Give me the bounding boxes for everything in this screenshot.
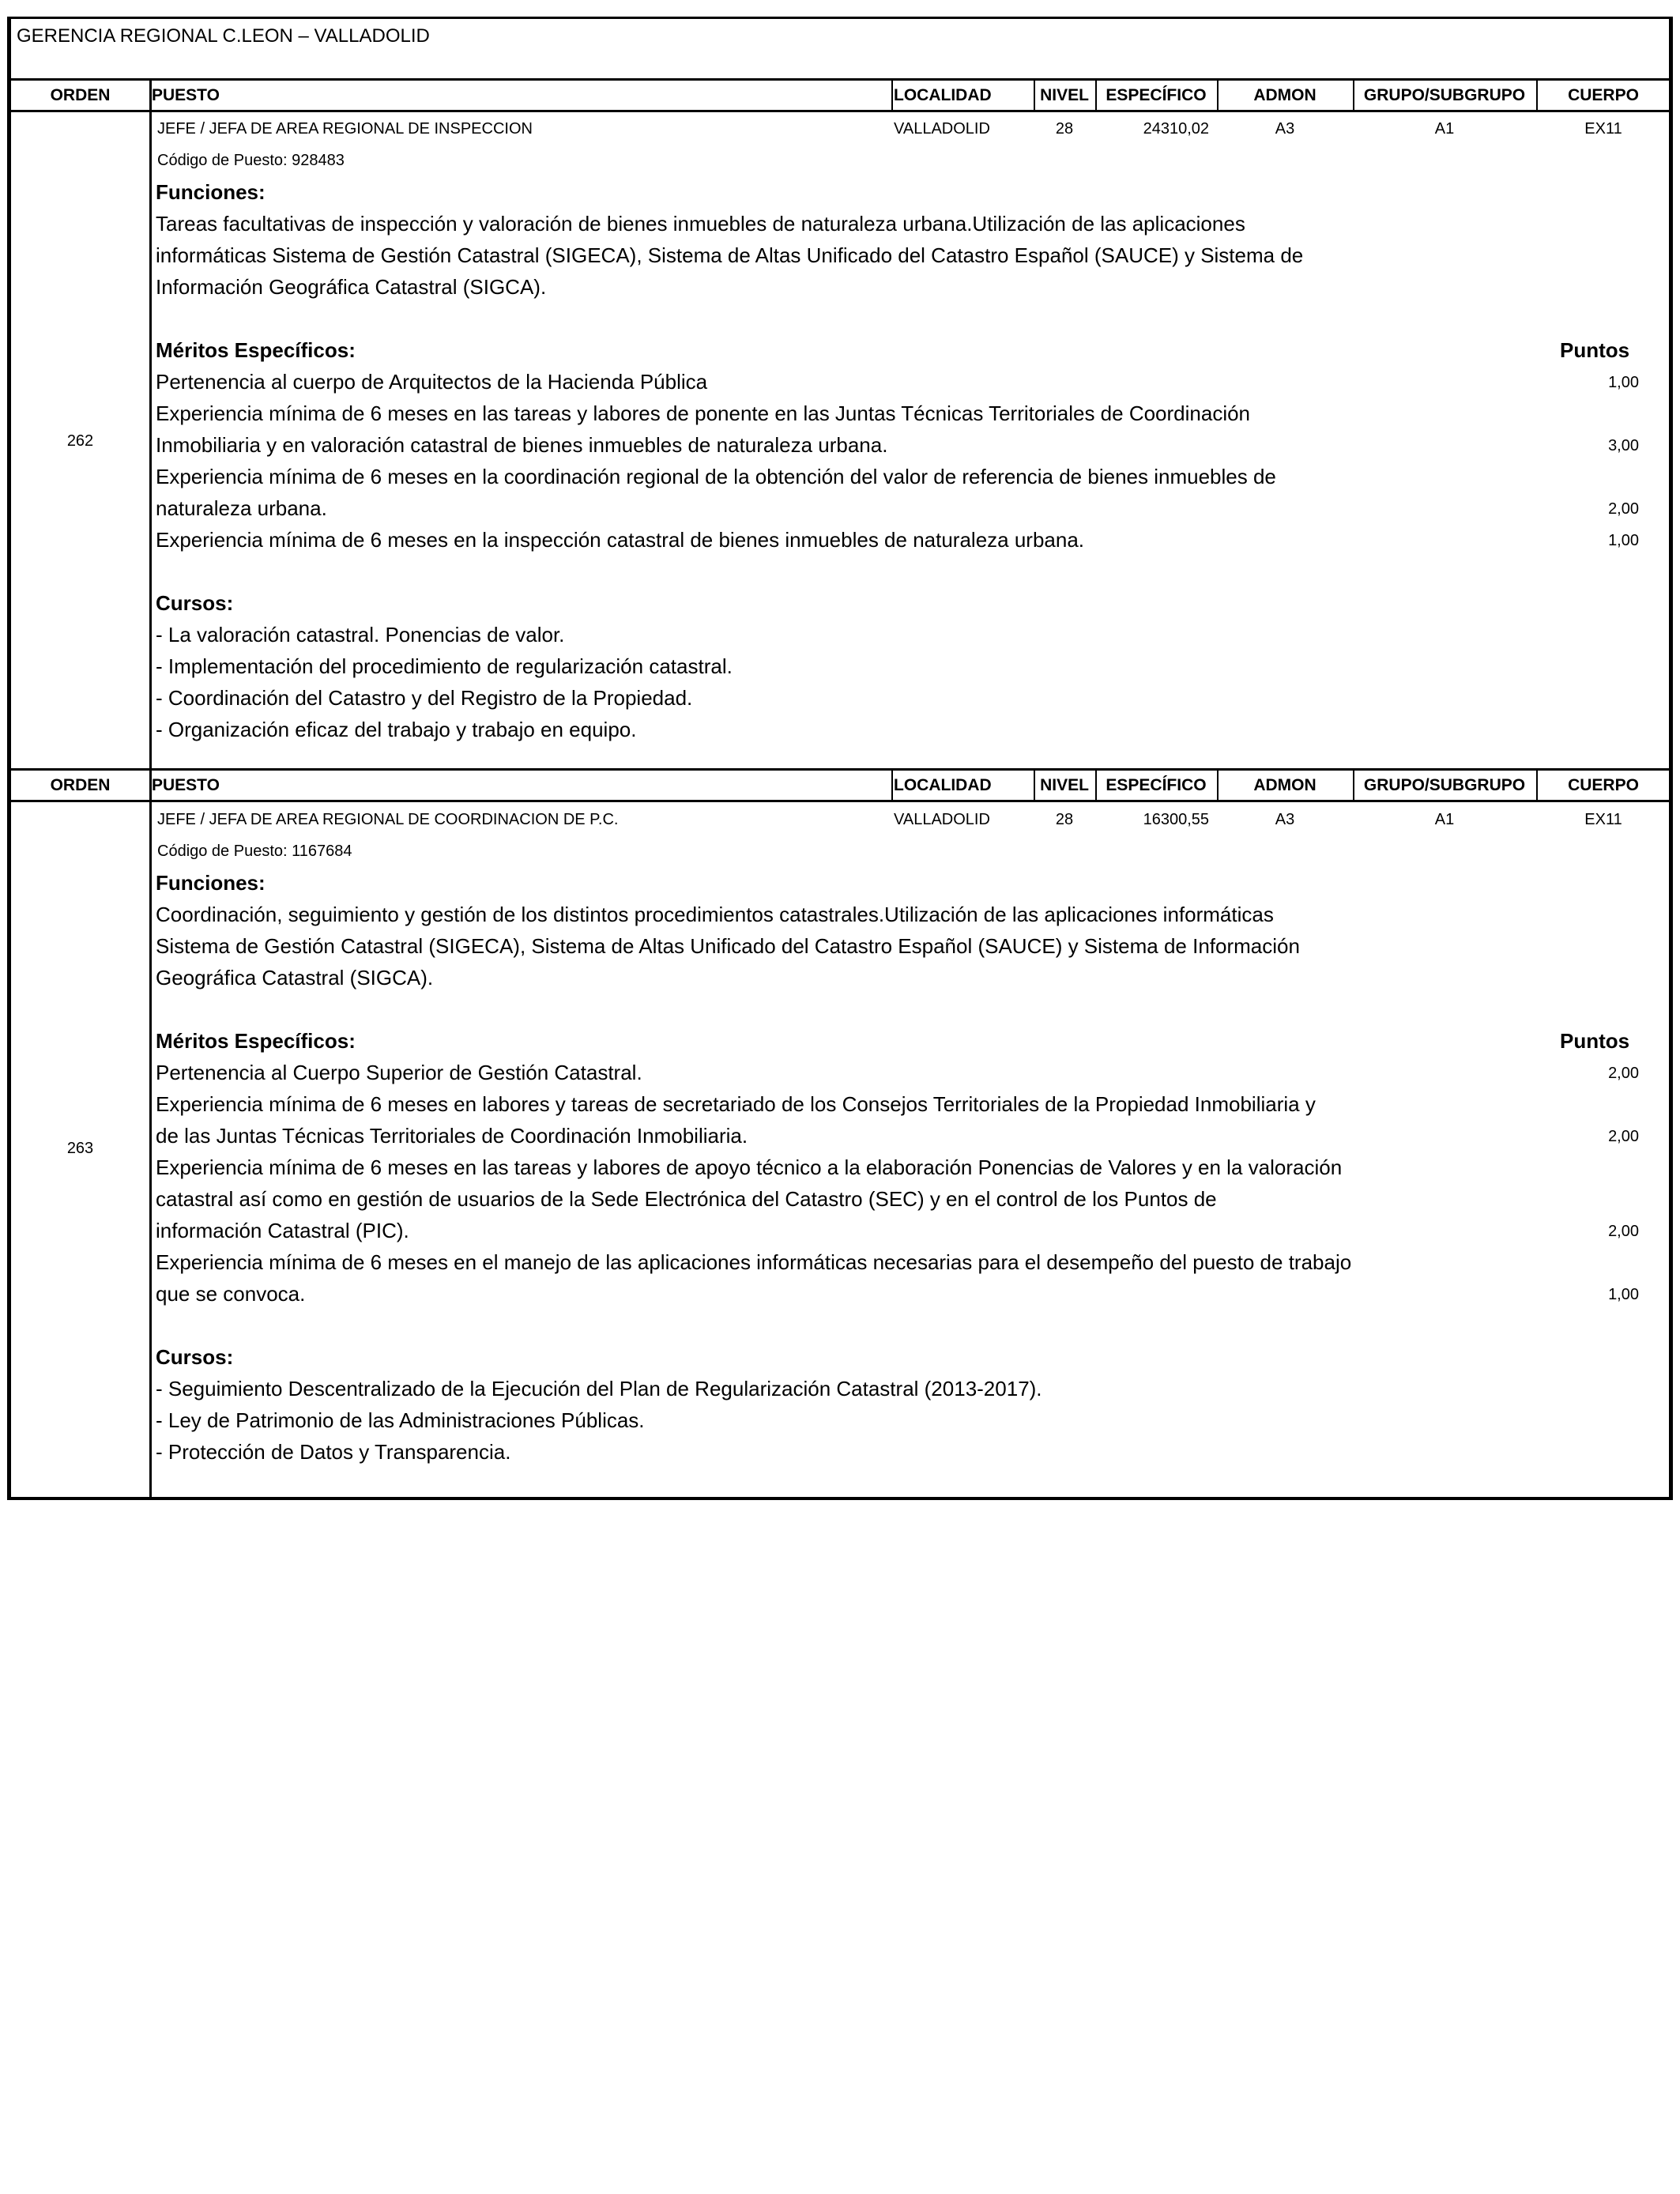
col-divider	[1217, 771, 1219, 800]
header-especifico: ESPECÍFICO	[1106, 775, 1207, 794]
merito-line: catastral así como en gestión de usuarios de la Sede Electrónica del Catastro (SEC) y en el control de los Puntos de	[156, 1187, 1217, 1211]
cuerpo-value: EX11	[1584, 120, 1622, 138]
puntos-value: 2,00	[1608, 1065, 1639, 1082]
puntos-value: 1,00	[1608, 374, 1639, 391]
col-divider	[1034, 771, 1035, 800]
header-cuerpo: CUERPO	[1568, 85, 1639, 104]
header-row-1	[11, 81, 1669, 112]
puesto-value: JEFE / JEFA DE AREA REGIONAL DE COORDINACION DE P.C.	[157, 811, 619, 828]
title-row	[11, 19, 1669, 81]
grupo-value: A1	[1434, 120, 1455, 138]
col-divider	[1536, 771, 1538, 800]
curso-line: - Seguimiento Descentralizado de la Ejecución del Plan de Regularización Catastral (2013-2017).	[156, 1377, 1042, 1400]
header-row-2	[11, 771, 1669, 802]
header-puesto: PUESTO	[152, 85, 220, 104]
header-orden: ORDEN	[50, 85, 111, 104]
col-divider	[1536, 81, 1538, 110]
col-divider	[1095, 81, 1097, 110]
document-table	[7, 17, 1673, 1500]
header-especifico: ESPECÍFICO	[1106, 85, 1207, 104]
col-divider	[1095, 771, 1097, 800]
admon-value: A3	[1275, 120, 1295, 138]
codigo-puesto: Código de Puesto: 1167684	[157, 843, 352, 860]
merito-line: Experiencia mínima de 6 meses en las tareas y labores de ponente en las Juntas Técnicas Territoriales de Coordinación	[156, 401, 1251, 425]
merito-line: Inmobiliaria y en valoración catastral de bienes inmuebles de naturaleza urbana.	[156, 433, 888, 457]
merito-line: Pertenencia al cuerpo de Arquitectos de la Hacienda Pública	[156, 370, 708, 394]
funciones-line: Coordinación, seguimiento y gestión de los distintos procedimientos catastrales.Utilización de las aplicaciones informáticas	[156, 903, 1274, 926]
funciones-line: Tareas facultativas de inspección y valoración de bienes inmuebles de naturaleza urbana.Utilización de las aplicaciones	[156, 212, 1245, 236]
funciones-label: Funciones:	[156, 180, 266, 204]
merito-line: que se convoca.	[156, 1282, 306, 1306]
funciones-line: Geográfica Catastral (SIGCA).	[156, 966, 434, 990]
header-nivel: NIVEL	[1040, 775, 1089, 794]
header-localidad: LOCALIDAD	[894, 775, 992, 794]
meritos-label: Méritos Específicos:	[156, 1029, 356, 1053]
merito-line: Experiencia mínima de 6 meses en labores y tareas de secretariado de los Consejos Territoriales de la Propiedad Inmobiliaria y	[156, 1092, 1316, 1116]
funciones-label: Funciones:	[156, 871, 266, 895]
puesto-value: JEFE / JEFA DE AREA REGIONAL DE INSPECCION	[157, 120, 533, 138]
header-nivel: NIVEL	[1040, 85, 1089, 104]
merito-line: Experiencia mínima de 6 meses en la inspección catastral de bienes inmuebles de naturaleza urbana.	[156, 528, 1085, 552]
header-grupo: GRUPO/SUBGRUPO	[1363, 775, 1526, 794]
curso-line: - Organización eficaz del trabajo y trabajo en equipo.	[156, 718, 637, 741]
header-grupo: GRUPO/SUBGRUPO	[1363, 85, 1526, 104]
orden-column-divider	[149, 81, 152, 1497]
col-divider	[1217, 81, 1219, 110]
curso-line: - Ley de Patrimonio de las Administraciones Públicas.	[156, 1408, 645, 1432]
orden-value: 262	[66, 432, 94, 450]
puntos-value: 2,00	[1608, 1128, 1639, 1145]
puntos-value: 1,00	[1608, 532, 1639, 549]
nivel-value: 28	[1055, 811, 1074, 828]
puntos-value: 1,00	[1608, 1286, 1639, 1303]
col-divider	[891, 81, 893, 110]
header-admon: ADMON	[1253, 775, 1317, 794]
grupo-value: A1	[1434, 811, 1455, 828]
header-orden: ORDEN	[50, 775, 111, 794]
meritos-label: Méritos Específicos:	[156, 338, 356, 362]
curso-line: - Coordinación del Catastro y del Registro de la Propiedad.	[156, 686, 693, 710]
curso-line: - La valoración catastral. Ponencias de valor.	[156, 623, 565, 647]
merito-line: Experiencia mínima de 6 meses en las tareas y labores de apoyo técnico a la elaboración Ponencias de Valores y en la valoración	[156, 1155, 1343, 1179]
nivel-value: 28	[1055, 120, 1074, 138]
localidad-value: VALLADOLID	[894, 811, 990, 828]
puntos-label: Puntos	[1560, 338, 1630, 362]
col-divider	[891, 771, 893, 800]
funciones-line: Sistema de Gestión Catastral (SIGECA), Sistema de Altas Unificado del Catastro Español (SAUCE) y Sistema de Información	[156, 934, 1300, 958]
localidad-value: VALLADOLID	[894, 120, 990, 138]
merito-line: naturaleza urbana.	[156, 496, 327, 520]
header-localidad: LOCALIDAD	[894, 85, 992, 104]
cuerpo-value: EX11	[1584, 811, 1622, 828]
curso-line: - Implementación del procedimiento de regularización catastral.	[156, 654, 733, 678]
document-title: GERENCIA REGIONAL C.LEON – VALLADOLID	[17, 25, 430, 47]
especifico-value: 16300,55	[1143, 811, 1209, 828]
merito-line: Experiencia mínima de 6 meses en la coordinación regional de la obtención del valor de referencia de bienes inmuebles de	[156, 465, 1276, 488]
merito-line: Experiencia mínima de 6 meses en el manejo de las aplicaciones informáticas necesarias para el desempeño del puesto de trabajo	[156, 1250, 1352, 1274]
cursos-label: Cursos:	[156, 1345, 234, 1369]
puntos-value: 2,00	[1608, 500, 1639, 518]
header-cuerpo: CUERPO	[1568, 775, 1639, 794]
merito-line: de las Juntas Técnicas Territoriales de Coordinación Inmobiliaria.	[156, 1124, 748, 1148]
merito-line: Pertenencia al Cuerpo Superior de Gestión Catastral.	[156, 1061, 642, 1084]
col-divider	[1034, 81, 1035, 110]
puntos-label: Puntos	[1560, 1029, 1630, 1053]
orden-value: 263	[66, 1140, 94, 1157]
funciones-line: informáticas Sistema de Gestión Catastral (SIGECA), Sistema de Altas Unificado del Catastro Español (SAUCE) y Sistema de	[156, 243, 1304, 267]
header-puesto: PUESTO	[152, 775, 220, 794]
codigo-puesto: Código de Puesto: 928483	[157, 152, 345, 169]
cursos-label: Cursos:	[156, 591, 234, 615]
col-divider	[1353, 81, 1354, 110]
merito-line: información Catastral (PIC).	[156, 1219, 409, 1242]
admon-value: A3	[1275, 811, 1295, 828]
col-divider	[1353, 771, 1354, 800]
header-admon: ADMON	[1253, 85, 1317, 104]
curso-line: - Protección de Datos y Transparencia.	[156, 1440, 511, 1464]
especifico-value: 24310,02	[1143, 120, 1209, 138]
puntos-value: 2,00	[1608, 1223, 1639, 1240]
puntos-value: 3,00	[1608, 437, 1639, 454]
funciones-line: Información Geográfica Catastral (SIGCA).	[156, 275, 547, 299]
